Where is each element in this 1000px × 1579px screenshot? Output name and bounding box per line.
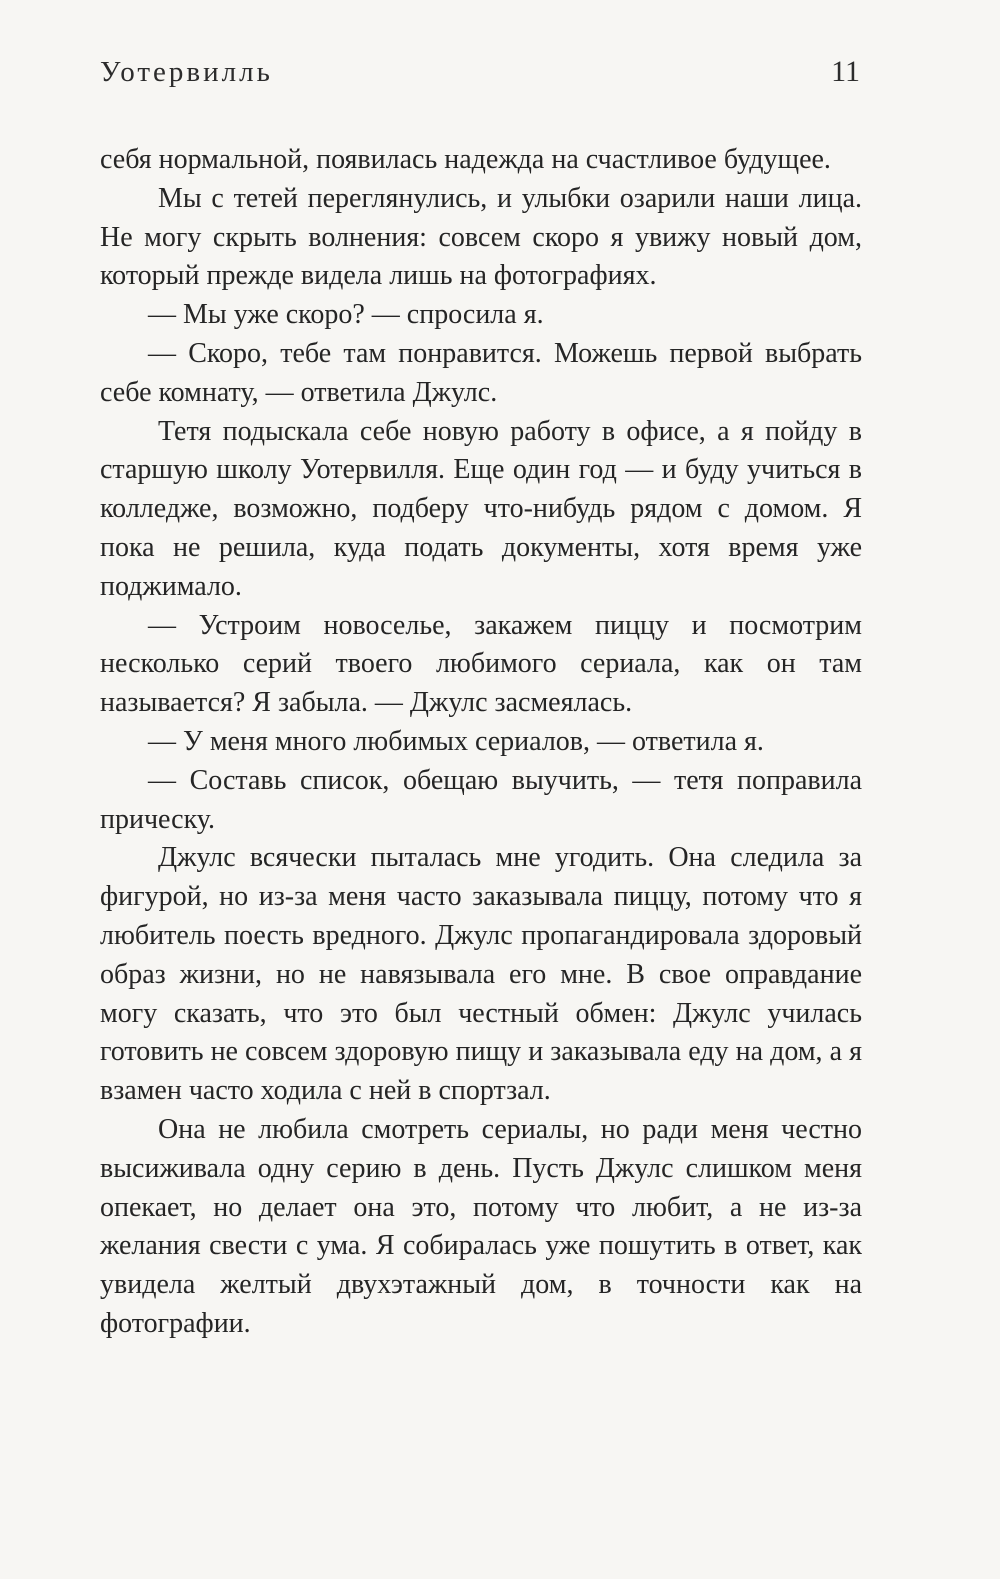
page-number: 11	[831, 55, 860, 88]
running-title: Уотервилль	[100, 56, 273, 88]
paragraph-10: Она не любила смотреть сериалы, но ради меня честно высиживала одну серию в день. Пусть Джулс слишком меня опекает, но делает она это, потому что любит, а не из-за желания свести с ума. Я собиралась уже пошутить в ответ, как увидела желтый двухэтажный дом, в точности как на фотографии.	[100, 1113, 862, 1339]
paragraph-3-dialogue: — Мы уже скоро? — спросила я.	[148, 299, 544, 331]
book-page	[100, 55, 862, 1344]
body-text	[100, 141, 862, 1344]
paragraph-5: Тетя подыскала себе новую работу в офисе, а я пойду в старшую школу Уотервилля. Еще один год — и буду учиться в колледже, возможно, подберу что-нибудь рядом с домом. Я пока не решила, куда подать документы, хотя время уже поджимало.	[100, 415, 862, 602]
paragraph-6-dialogue: — Устроим новоселье, закажем пиццу и посмотрим несколько серий твоего любимого сериала, как он там называется? Я забыла. — Джулс засмеялась.	[100, 609, 862, 719]
paragraph-1: себя нормальной, появилась надежда на счастливое будущее.	[100, 144, 831, 175]
paragraph-4-dialogue: — Скоро, тебе там понравится. Можешь первой выбрать себе комнату, — ответила Джулс.	[100, 337, 862, 408]
paragraph-7-dialogue: — У меня много любимых сериалов, — ответила я.	[148, 725, 764, 757]
paragraph-8-dialogue: — Составь список, обещаю выучить, — тетя поправила прическу.	[100, 764, 862, 835]
running-head	[100, 55, 862, 103]
paragraph-9: Джулс всячески пыталась мне угодить. Она следила за фигурой, но из-за меня часто заказывала пиццу, потому что я любитель поесть вредного. Джулс пропагандировала здоровый образ жизни, но не навязывала его мне. В свое оправдание могу сказать, что это был честный обмен: Джулс училась готовить не совсем здоровую пищу и заказывала еду на дом, а я взамен часто ходила с ней в спортзал.	[100, 842, 862, 1107]
paragraph-2: Мы с тетей переглянулись, и улыбки озарили наши лица. Не могу скрыть волнения: совсем скоро я увижу новый дом, который прежде видела лишь на фотографиях.	[100, 182, 862, 292]
